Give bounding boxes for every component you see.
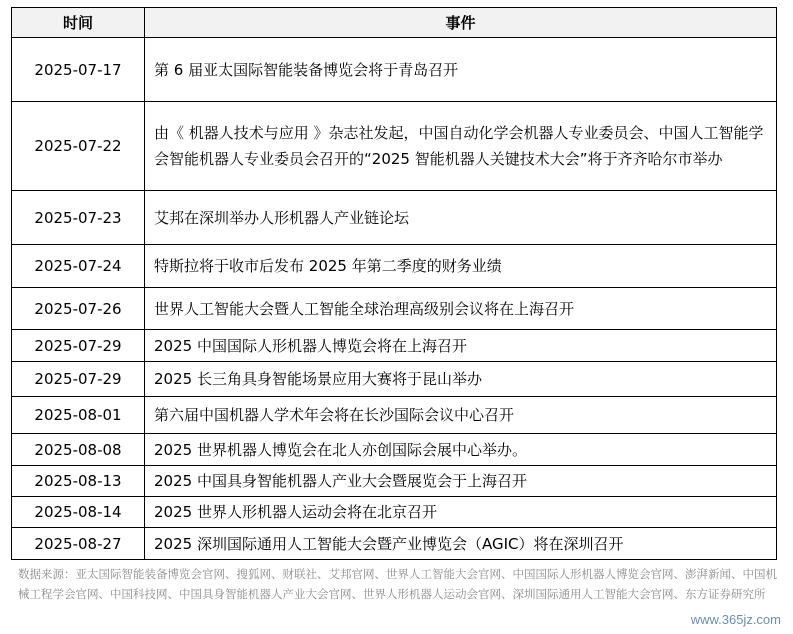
row-event: 特斯拉将于收市后发布 2025 年第二季度的财务业绩 xyxy=(145,245,777,288)
source-note: 数据来源：亚太国际智能装备博览会官网、搜狐网、财联社、艾邦官网、世界人工智能大会官网、中国国际人形机器人博览会官网、澎湃新闻、中国机械工程学会官网、中国科技网、中国具身智能机器人产业大会官网、世界人形机器人运动会官网、深圳国际通用人工智能大会官网、东方证券研究所 xyxy=(18,567,777,601)
table-row xyxy=(12,102,777,191)
table-row xyxy=(12,191,777,245)
row-event: 2025 中国具身智能机器人产业大会暨展览会于上海召开 xyxy=(145,466,777,497)
row-event: 2025 中国国际人形机器人博览会将在上海召开 xyxy=(145,330,777,362)
row-date: 2025-07-29 xyxy=(12,362,145,397)
table-row xyxy=(12,497,777,528)
row-date: 2025-07-24 xyxy=(12,245,145,288)
row-event: 2025 世界机器人博览会在北人亦创国际会展中心举办。 xyxy=(145,434,777,466)
row-event: 艾邦在深圳举办人形机器人产业链论坛 xyxy=(145,191,777,245)
row-event: 世界人工智能大会暨人工智能全球治理高级别会议将在上海召开 xyxy=(145,288,777,330)
row-date: 2025-07-23 xyxy=(12,191,145,245)
events-table xyxy=(11,7,777,560)
table-row xyxy=(12,528,777,560)
row-date: 2025-08-14 xyxy=(12,497,145,528)
row-event: 2025 长三角具身智能场景应用大赛将于昆山举办 xyxy=(145,362,777,397)
row-date: 2025-08-08 xyxy=(12,434,145,466)
row-date: 2025-07-22 xyxy=(12,102,145,191)
row-event: 2025 深圳国际通用人工智能大会暨产业博览会（AGIC）将在深圳召开 xyxy=(145,528,777,560)
row-date: 2025-08-27 xyxy=(12,528,145,560)
table-row xyxy=(12,330,777,362)
row-event: 由《 机器人技术与应用 》杂志社发起，中国自动化学会机器人专业委员会、中国人工智能学会智能机器人专业委员会召开的“2025 智能机器人关键技术大会”将于齐齐哈尔市举办 xyxy=(145,102,777,191)
row-event: 第 6 届亚太国际智能装备博览会将于青岛召开 xyxy=(145,38,777,102)
table-row xyxy=(12,434,777,466)
table-row xyxy=(12,466,777,497)
row-date: 2025-07-26 xyxy=(12,288,145,330)
header-event: 事件 xyxy=(145,8,777,38)
row-event: 第六届中国机器人学术年会将在长沙国际会议中心召开 xyxy=(145,397,777,434)
table-row xyxy=(12,288,777,330)
row-event: 2025 世界人形机器人运动会将在北京召开 xyxy=(145,497,777,528)
table-row xyxy=(12,245,777,288)
row-date: 2025-07-17 xyxy=(12,38,145,102)
table-row xyxy=(12,397,777,434)
row-date: 2025-07-29 xyxy=(12,330,145,362)
header-time: 时间 xyxy=(12,8,145,38)
table-header-row xyxy=(12,8,777,38)
row-date: 2025-08-13 xyxy=(12,466,145,497)
table-row xyxy=(12,362,777,397)
watermark: www.365jz.com xyxy=(687,611,785,628)
row-date: 2025-08-01 xyxy=(12,397,145,434)
table-row xyxy=(12,38,777,102)
